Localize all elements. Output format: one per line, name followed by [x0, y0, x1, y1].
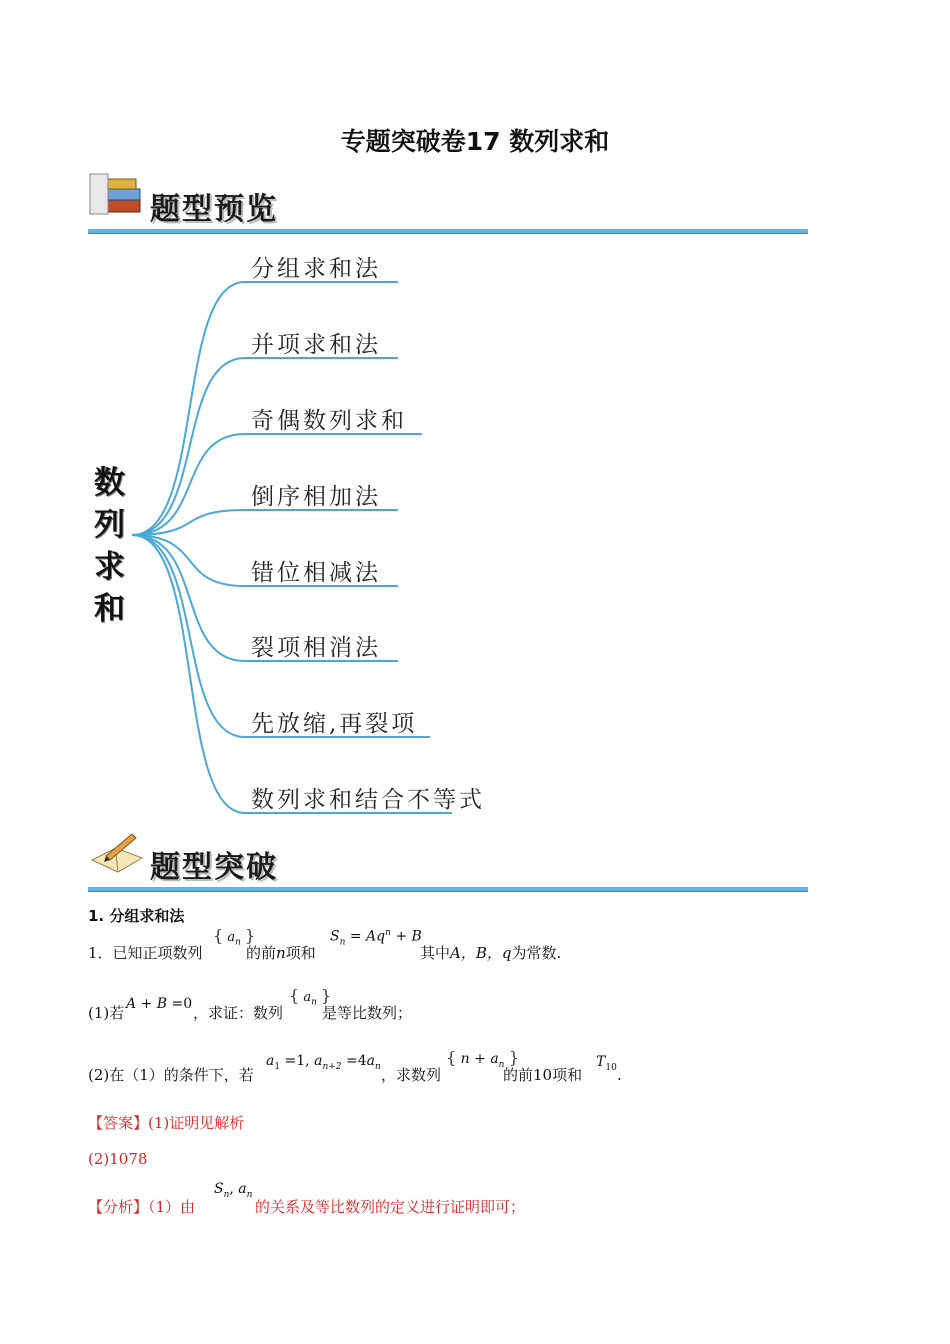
mindmap-branch-2: 并项求和法 [251, 332, 381, 358]
mindmap-branch-7: 先放缩,再裂项 [251, 711, 418, 737]
answer-2: (2)1078 [88, 1150, 148, 1168]
formula-sn-an: $S_n$, $a_n$ [214, 1181, 253, 1200]
formula-t10: $T_{10}$ [596, 1054, 617, 1073]
document-title: 专题突破卷17 数列求和 [340, 127, 610, 156]
answer-tag: 【答案】 [88, 1114, 149, 1132]
part-2: (2)在（1）的条件下，若 [88, 1066, 254, 1084]
analysis-end: 的关系及等比数列的定义进行证明即可； [255, 1198, 526, 1216]
section-label: 题型预览 [150, 192, 278, 227]
mindmap-root-char: 数 [94, 465, 125, 501]
answer-line-1 [88, 1113, 244, 1133]
mindmap-branch-6: 裂项相消法 [251, 635, 381, 661]
section-rule [88, 887, 808, 892]
analysis-tag: 【分析】 [88, 1198, 149, 1216]
text: 的前 [246, 944, 277, 962]
text: (1)若 [88, 1004, 125, 1022]
mindmap-branch-5: 错位相减法 [251, 560, 381, 586]
mindmap-branch-4: 倒序相加法 [251, 484, 381, 510]
part-1-cont [193, 1003, 283, 1023]
part-2-sum: 的前10项和 [503, 1066, 583, 1084]
book-pencil-icon [88, 830, 148, 878]
section-header-breakthrough [88, 830, 808, 892]
formula-seq-an: { $a_n$ } [213, 926, 256, 948]
part-1-end: 是等比数列； [322, 1004, 413, 1022]
question-intro-end [420, 943, 561, 963]
text: 1．已知正项数列 [88, 944, 203, 962]
analysis-line [88, 1197, 195, 1217]
analysis-text: （1）由 [148, 1198, 196, 1216]
mindmap-root-char: 列 [94, 507, 125, 543]
mindmap-branch-3: 奇偶数列求和 [251, 408, 407, 434]
var-n: n [276, 944, 286, 962]
part-1 [88, 1003, 124, 1023]
mindmap-root-char: 求 [94, 549, 125, 585]
text: 为常数. [511, 944, 562, 962]
formula-a-plus-b: A + B =0 [126, 996, 193, 1012]
text: 项和 [285, 944, 316, 962]
mindmap-root-char: 和 [94, 591, 125, 627]
formula-seq-an-2: { $a_n$ } [289, 986, 332, 1008]
part-2-end: . [617, 1066, 622, 1084]
section-label: 题型突破 [150, 850, 278, 885]
text: ，求证：数列 [193, 1004, 284, 1022]
question-intro-cont [246, 943, 316, 963]
text: 其中 [420, 944, 451, 962]
mindmap-root [94, 462, 134, 630]
var-list: A，B，q [450, 944, 512, 962]
formula-seq-n-plus-an: { $n + a_n$ } [446, 1048, 520, 1070]
part-2-cont: ，求数列 [381, 1066, 442, 1084]
connector-4 [132, 510, 398, 535]
mindmap-branch-8: 数列求和结合不等式 [251, 787, 485, 813]
answer-1: (1)证明见解析 [148, 1114, 245, 1132]
formula-sn: $S_n = Aq^n + B$ [330, 928, 422, 948]
formula-condition: $a_1 =1$, $a_{n+2} =4a_n$ [266, 1053, 381, 1072]
topic-heading: 1. 分组求和法 [88, 907, 185, 925]
question-intro [88, 943, 203, 963]
mindmap-branch-1: 分组求和法 [251, 256, 381, 282]
